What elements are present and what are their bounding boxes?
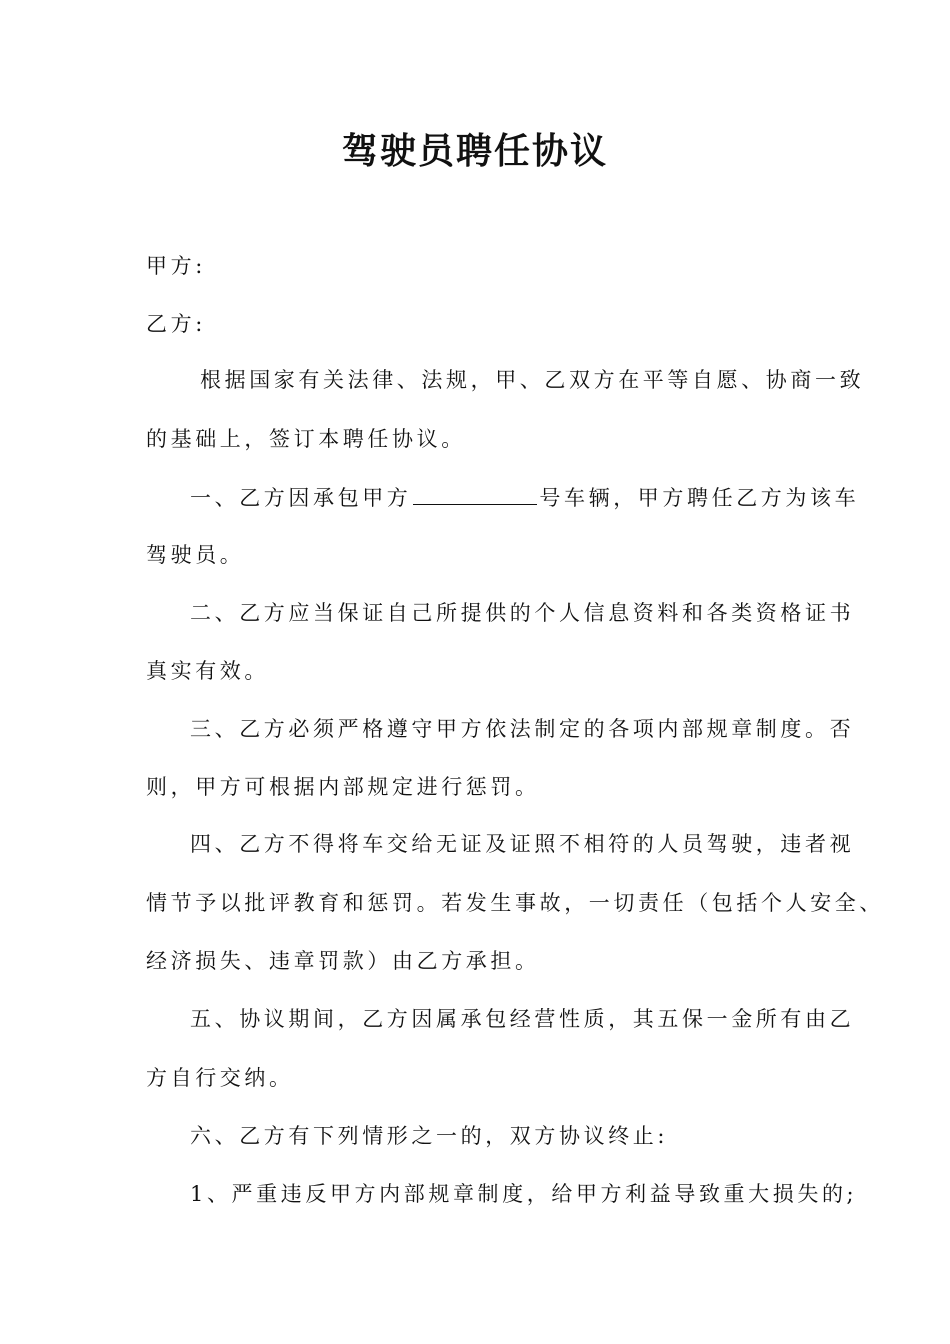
clause-1-line-2: 驾驶员。: [146, 543, 245, 567]
clause-3-line-1: 三、乙方必须严格遵守甲方依法制定的各项内部规章制度。否: [190, 717, 855, 741]
clause-5-line-2: 方自行交纳。: [146, 1066, 294, 1090]
clause-5-line-1: 五、协议期间，乙方因属承包经营性质，其五保一金所有由乙: [190, 1007, 855, 1031]
party-b-label: 乙方:: [146, 312, 206, 336]
vehicle-number-blank: [413, 482, 537, 505]
intro-line-2: 的基础上，签订本聘任协议。: [146, 427, 466, 451]
clause-6-line: 六、乙方有下列情形之一的，双方协议终止:: [190, 1124, 669, 1148]
intro-line-1: 根据国家有关法律、法规，甲、乙双方在平等自愿、协商一致: [200, 368, 865, 392]
clause-2-line-2: 真实有效。: [146, 659, 269, 683]
clause-2-line-1: 二、乙方应当保证自己所提供的个人信息资料和各类资格证书: [190, 601, 855, 625]
termination-item-1: 1、严重违反甲方内部规章制度，给甲方利益导致重大损失的;: [190, 1182, 858, 1206]
document-title: 驾驶员聘任协议: [341, 130, 608, 172]
clause-4-line-2: 情节予以批评教育和惩罚。若发生事故，一切责任（包括个人安全、: [146, 891, 884, 915]
clause-4-line-3: 经济损失、违章罚款）由乙方承担。: [146, 949, 540, 973]
clause-1-line-1: [190, 482, 859, 513]
clause-1-text-b: 号车辆，甲方聘任乙方为该车: [539, 486, 860, 510]
clause-4-line-1: 四、乙方不得将车交给无证及证照不相符的人员驾驶，违者视: [190, 832, 855, 856]
party-a-label: 甲方:: [146, 254, 206, 278]
clause-1-text-a: 一、乙方因承包甲方: [190, 486, 412, 510]
clause-3-line-2: 则，甲方可根据内部规定进行惩罚。: [146, 775, 540, 799]
